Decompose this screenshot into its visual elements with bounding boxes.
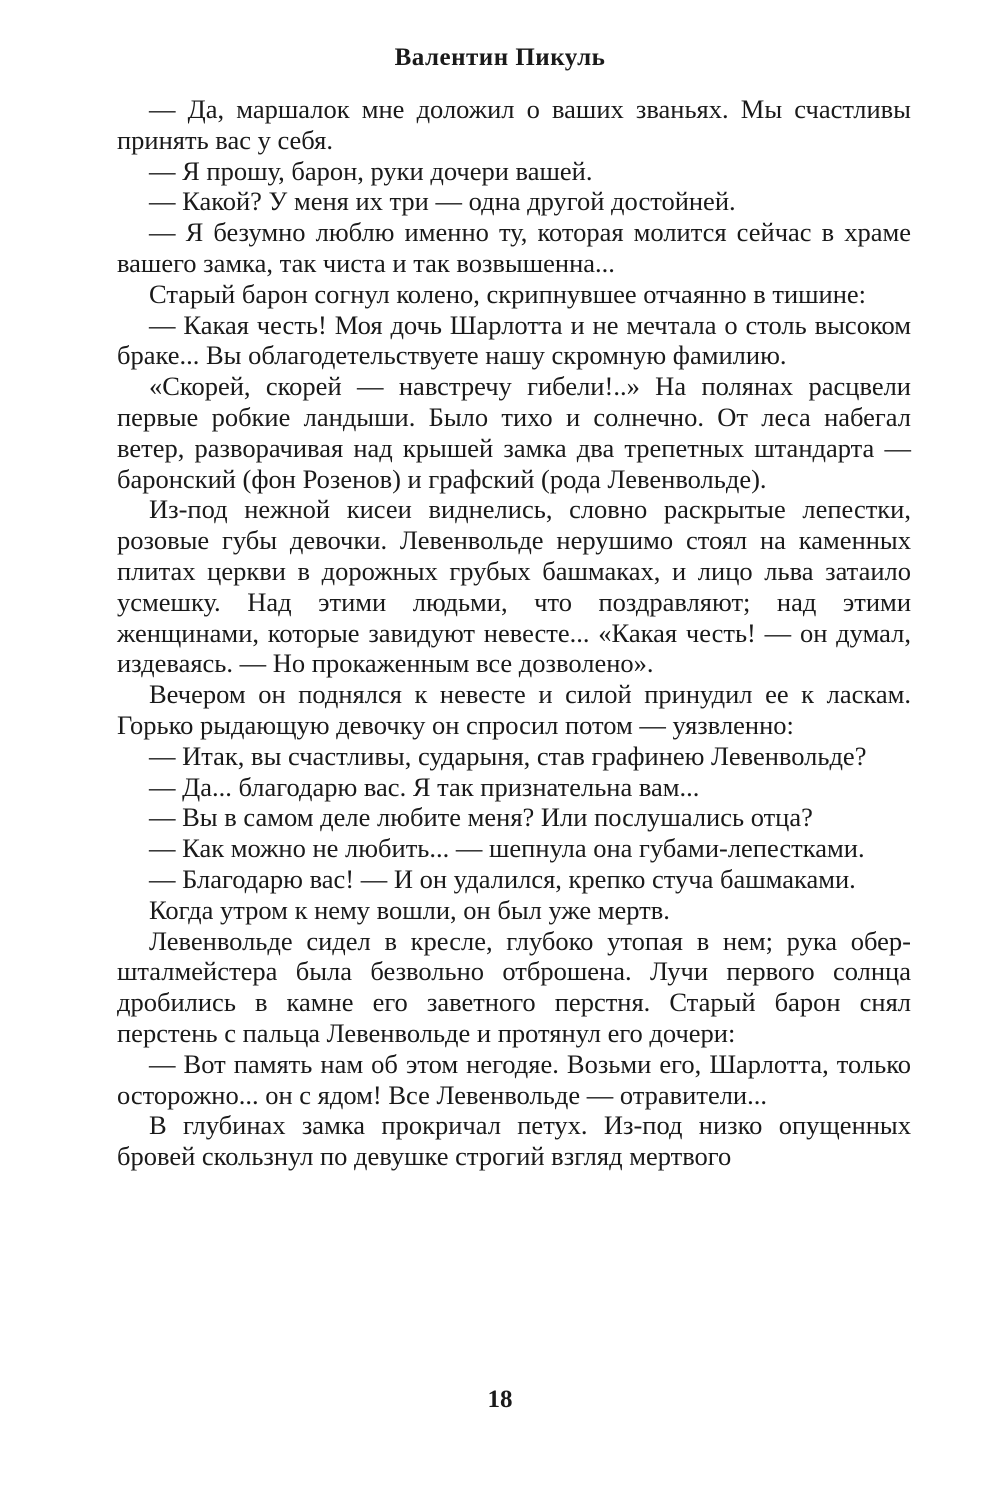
paragraph: Из-под нежной кисеи виднелись, словно раскрытые лепестки, розовые губы девочки. Левенвольде нерушимо стоял на каменных плитах церкви в дорожных грубых башмаках, и лицо льва затаило усмешку. Над этими людьми, что поздравляют; над этими женщинами, которые завидуют невесте... «Какая честь! — он думал, издеваясь. — Но прокаженным все дозволено». bbox=[117, 494, 911, 679]
paragraph: — Как можно не любить... — шепнула она губами-лепестками. bbox=[149, 833, 865, 864]
paragraph: — Вот память нам об этом негодяе. Возьми его, Шарлотта, только осторожно... он с ядом! Все Левенвольде — отравители... bbox=[117, 1048, 911, 1110]
paragraph: — Да, маршалок мне доложил о ваших званьях. Мы счастливы принять вас у себя. bbox=[117, 94, 911, 155]
paragraph: — Итак, вы счастливы, сударыня, став графинею Левенвольде? bbox=[149, 740, 867, 771]
paragraph: Левенвольде сидел в кресле, глубоко утопая в нем; рука обершталмейстера была безвольно отброшена. Лучи первого солнца дробились в камне его заветного перстня. Старый барон снял перстень с пальца Левенвольде и протянул его дочери: bbox=[117, 925, 911, 1048]
paragraph: — Я безумно люблю именно ту, которая молится сейчас в храме вашего замка, так чиста и так возвышенна... bbox=[117, 217, 911, 278]
paragraph: «Скорей, скорей — навстречу гибели!..» На полянах расцвели первые робкие ландыши. Было тихо и солнечно. От леса набегал ветер, разворачивая над крышей замка два трепетных штандарта — баронский (фон Розенов) и графский (рода Левенвольде). bbox=[117, 371, 911, 494]
page-number: 18 bbox=[487, 1386, 513, 1413]
paragraph: Вечером он поднялся к невесте и силой принудил ее к ласкам. Горько рыдающую девочку он спросил потом — уязвленно: bbox=[117, 679, 911, 740]
paragraph: В глубинах замка прокричал петух. Из-под низко опущенных бровей скользнул по девушке строгий взгляд мертвого bbox=[117, 1110, 911, 1172]
paragraph: Когда утром к нему вошли, он был уже мертв. bbox=[149, 894, 670, 925]
body-text bbox=[117, 94, 911, 1172]
paragraph: — Я прошу, барон, руки дочери вашей. bbox=[149, 155, 593, 186]
paragraph: — Да... благодарю вас. Я так признательна вам... bbox=[149, 771, 700, 802]
paragraph: — Какой? У меня их три — одна другой достойней. bbox=[149, 186, 736, 217]
paragraph: — Вы в самом деле любите меня? Или послушались отца? bbox=[149, 802, 813, 833]
running-head-author: Валентин Пикуль bbox=[394, 44, 606, 71]
paragraph: Старый барон согнул колено, скрипнувшее отчаянно в тишине: bbox=[149, 278, 867, 309]
paragraph: — Какая честь! Моя дочь Шарлотта и не мечтала о столь высоком браке... Вы облагодетельствуете нашу скромную фамилию. bbox=[117, 309, 911, 371]
paragraph: — Благодарю вас! — И он удалился, крепко стуча башмаками. bbox=[149, 863, 856, 894]
